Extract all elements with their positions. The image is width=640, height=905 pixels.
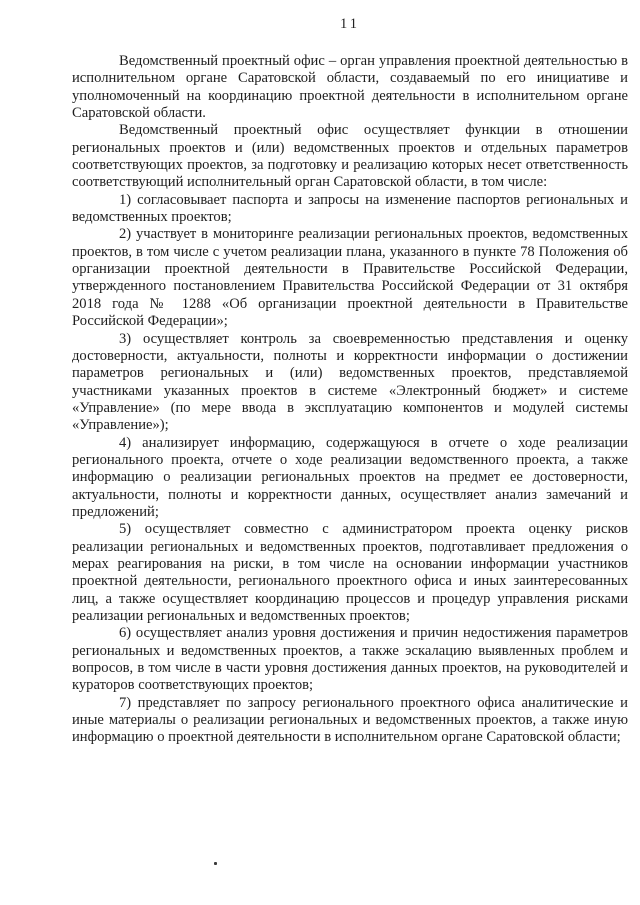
list-item-4: 4) анализирует информацию, содержащуюся в отчете о ходе реализации регионального проекта, отчете о ходе реализации ведомственного проекта, а также информацию о реализации региональных проектов на предмет ее достоверности, актуальности, полноты и корректности данных, осуществляет анализ замечаний и предложений; <box>72 434 628 520</box>
list-item-7: 7) представляет по запросу регионального проектного офиса аналитические и иные материалы о реализации региональных и ведомственных проектов, а также иную информацию о проектной деятельности в исполнительном органе Саратовской области; <box>72 694 628 746</box>
list-item-3: 3) осуществляет контроль за своевременностью представления и оценку достоверности, актуальности, полноты и корректности информации о достижении параметров региональных и (или) ведомственных проектов, представляемой участниками указанных проектов в системе «Электронный бюджет» и системе «Управление» (по мере ввода в эксплуатацию компонентов и модулей системы «Управление»); <box>72 330 628 434</box>
list-item-5: 5) осуществляет совместно с администратором проекта оценку рисков реализации региональных и ведомственных проектов, подготавливает предложения о мерах реагирования на риски, в том числе на основании информации участников проектной деятельности, регионального проектного офиса и иных заинтересованных лиц, а также осуществляет координацию процессов и процедур управления рисками реализации региональных и ведомственных проектов; <box>72 521 628 624</box>
document-body <box>72 53 628 747</box>
list-item-1: 1) согласовывает паспорта и запросы на изменение паспортов региональных и ведомственных проектов; <box>72 191 628 226</box>
paragraph-office-definition: Ведомственный проектный офис – орган управления проектной деятельностью в исполнительном органе Саратовской области, создаваемый по его инициативе и уполномоченный на координацию проектной деятельности в исполнительном органе Саратовской области. <box>72 53 628 122</box>
paragraph-functions-intro: Ведомственный проектный офис осуществляет функции в отношении региональных проектов и (или) ведомственных проектов и отдельных параметров соответствующих проектов, за подготовку и реализацию которых несет ответственность соответствующий исполнительный орган Саратовской области, в том числе: <box>72 122 628 191</box>
scan-artifact-dot <box>214 862 217 865</box>
page-number: 11 <box>340 16 360 32</box>
list-item-6: 6) осуществляет анализ уровня достижения и причин недостижения параметров региональных и ведомственных проектов, а также эскалацию выявленных проблем и вопросов, в том числе в части уровня достижения данных проектов, на руководителей и кураторов соответствующих проектов; <box>72 625 628 694</box>
list-item-2: 2) участвует в мониторинге реализации региональных проектов, ведомственных проектов, в том числе с учетом реализации плана, указанного в пункте 78 Положения об организации проектной деятельности в Правительстве Российской Федерации, утвержденного постановлением Правительства Российской Федерации от 31 октября 2018 года № 1288 «Об организации проектной деятельности в Правительстве Российской Федерации»; <box>72 226 628 330</box>
